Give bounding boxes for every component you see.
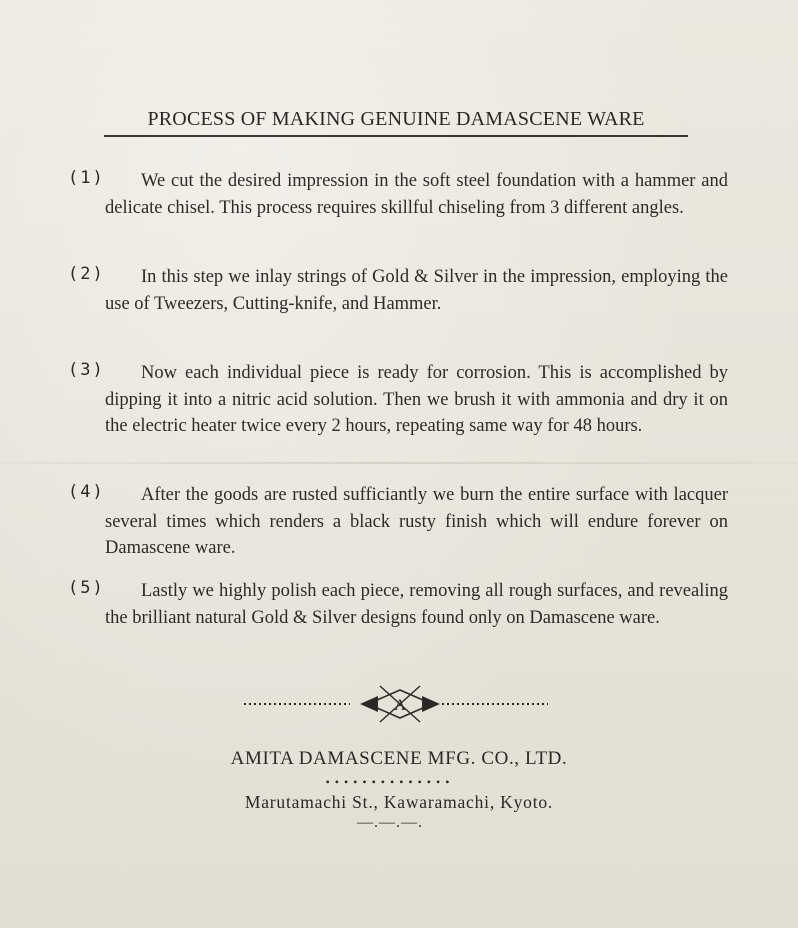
step-number: (1) [68,168,105,188]
logo-letter: A [394,697,406,714]
company-name: AMITA DAMASCENE MFG. CO., LTD. [230,748,568,769]
step-item [68,168,728,221]
step-number: (2) [68,264,105,284]
step-item [68,264,728,317]
company-address: Marutamachi St., Kawaramachi, Kyoto. [244,792,554,812]
dotted-separator: •••••••••••••• [325,775,455,789]
document-title: PROCESS OF MAKING GENUINE DAMASCENE WARE [147,108,645,130]
step-text: After the goods are rusted sufficiantly we burn the entire surface with lacquer several times which renders a black rusty finish which will endure forever on Damascene ware. [105,485,728,558]
amita-a-emblem-icon [230,680,570,728]
step-text: In this step we inlay strings of Gold & Silver in the impression, employing the use of Tweezers, Cutting-knife, and Hammer. [105,267,728,314]
step-text: Lastly we highly polish each piece, removing all rough surfaces, and revealing the brilliant natural Gold & Silver designs found only on Damascene ware. [105,581,728,628]
step-number: (4) [68,482,105,502]
step-text: Now each individual piece is ready for corrosion. This is accomplished by dipping it into a nitric acid solution. Then we brush it with ammonia and dry it on the electric heater twice every 2 hours, repeating same way for 48 hours. [105,363,728,436]
step-text: We cut the desired impression in the soft steel foundation with a hammer and delicate chisel. This process requires skillful chiseling from 3 different angles. [105,171,728,218]
step-item [68,482,728,562]
dash-ornament: —.—.—. [357,814,423,831]
step-number: (5) [68,578,105,598]
step-item [68,360,728,440]
title-underline [104,135,688,137]
step-number: (3) [68,360,105,380]
step-item [68,578,728,631]
paper-fold-line [0,462,798,464]
